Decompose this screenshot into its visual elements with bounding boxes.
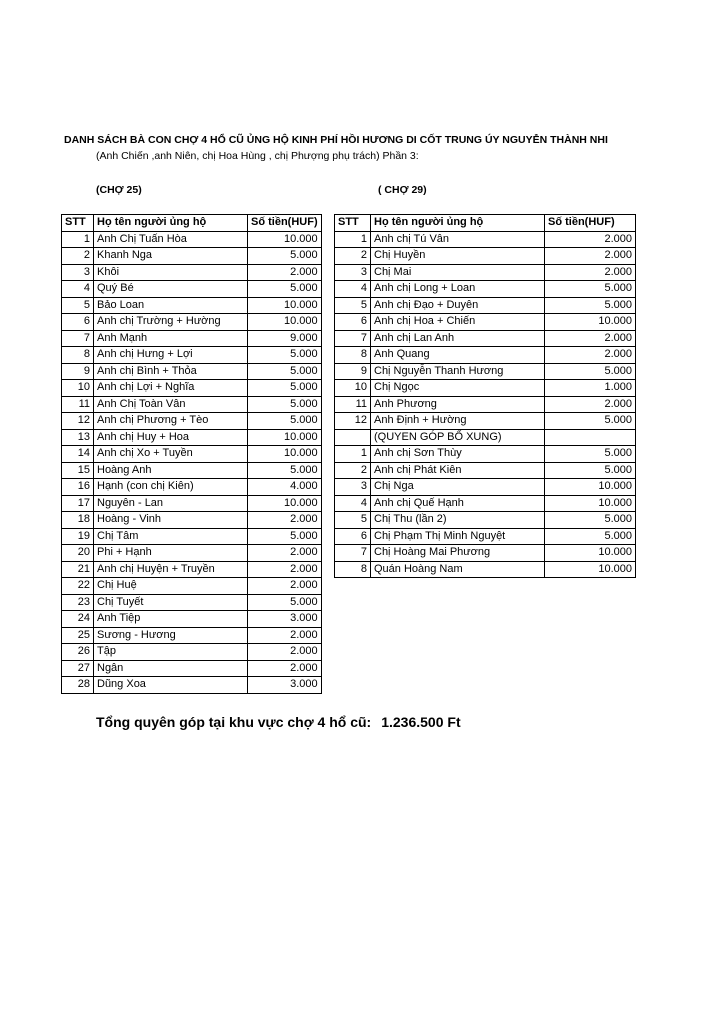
row-name: Anh Mạnh [94, 330, 248, 347]
document-title: DANH SÁCH BÀ CON CHỢ 4 HỔ CŨ ỦNG HỘ KINH PHÍ HỒI HƯƠNG DI CỐT TRUNG ÚY NGUYỄN THÀNH NHI [64, 134, 608, 146]
row-amount: 5.000 [248, 528, 322, 545]
row-name: Anh Chị Toàn Vân [94, 396, 248, 413]
row-name: Chị Nga [371, 479, 545, 496]
row-name: Anh Chị Tuấn Hòa [94, 231, 248, 248]
row-stt: 12 [62, 413, 94, 430]
row-name: Quán Hoàng Nam [371, 561, 545, 578]
table-row [62, 578, 322, 595]
row-name: Anh chị Hoa + Chiến [371, 314, 545, 331]
row-amount: 10.000 [545, 561, 636, 578]
row-stt: 7 [62, 330, 94, 347]
row-amount: 10.000 [248, 495, 322, 512]
row-name: Chị Mai [371, 264, 545, 281]
row-stt: 3 [335, 264, 371, 281]
table-row [62, 660, 322, 677]
row-stt: 1 [335, 446, 371, 463]
table-row [62, 627, 322, 644]
row-name: Bảo Loan [94, 297, 248, 314]
table-row [62, 462, 322, 479]
row-amount: 10.000 [248, 231, 322, 248]
table-row [62, 330, 322, 347]
right-market-heading: ( CHỢ 29) [378, 184, 427, 196]
total-value: 1.236.500 Ft [381, 714, 461, 730]
row-amount: 5.000 [248, 380, 322, 397]
table-header-row [62, 215, 322, 232]
row-name: Anh chị Long + Loan [371, 281, 545, 298]
row-amount: 5.000 [545, 446, 636, 463]
row-stt: 3 [335, 479, 371, 496]
table-row [335, 231, 636, 248]
row-amount: 2.000 [545, 231, 636, 248]
row-name: Anh chị Tú Vân [371, 231, 545, 248]
row-name: Anh Quang [371, 347, 545, 364]
row-stt: 24 [62, 611, 94, 628]
table-row [62, 396, 322, 413]
table-row [62, 281, 322, 298]
row-stt: 11 [62, 396, 94, 413]
row-name: Anh chị Huy + Hoa [94, 429, 248, 446]
row-amount: 2.000 [248, 561, 322, 578]
row-amount: 10.000 [545, 314, 636, 331]
row-amount: 5.000 [545, 281, 636, 298]
row-stt: 6 [335, 528, 371, 545]
row-amount: 5.000 [545, 297, 636, 314]
row-name: Anh chị Phương + Tèo [94, 413, 248, 430]
row-stt: 5 [62, 297, 94, 314]
row-amount: 2.000 [248, 627, 322, 644]
row-amount: 5.000 [545, 528, 636, 545]
table-row [62, 429, 322, 446]
row-name: Chị Nguyễn Thanh Hương [371, 363, 545, 380]
table-row [335, 380, 636, 397]
row-name: Anh chị Trường + Hường [94, 314, 248, 331]
row-name: Chị Tuyết [94, 594, 248, 611]
table-row [62, 347, 322, 364]
table-row [335, 248, 636, 265]
row-amount: 5.000 [248, 248, 322, 265]
row-amount: 5.000 [545, 512, 636, 529]
table-row [62, 528, 322, 545]
row-stt: 18 [62, 512, 94, 529]
table-row [62, 380, 322, 397]
row-name: Chị Huệ [94, 578, 248, 595]
row-stt: 5 [335, 297, 371, 314]
row-amount: 5.000 [248, 363, 322, 380]
left-donor-table [61, 214, 322, 694]
row-name: Tập [94, 644, 248, 661]
table-row [62, 512, 322, 529]
row-amount: 10.000 [545, 479, 636, 496]
total-label: Tổng quyên góp tại khu vực chợ 4 hổ cũ: [96, 714, 372, 730]
row-stt: 28 [62, 677, 94, 694]
row-stt: 9 [335, 363, 371, 380]
table-row [62, 446, 322, 463]
table-row [62, 677, 322, 694]
row-amount: 2.000 [545, 396, 636, 413]
table-row [335, 330, 636, 347]
row-stt: 3 [62, 264, 94, 281]
row-name: Anh chị Phát Kiên [371, 462, 545, 479]
row-stt: 4 [62, 281, 94, 298]
row-stt: 7 [335, 545, 371, 562]
row-stt: 1 [335, 231, 371, 248]
row-amount: 10.000 [248, 429, 322, 446]
table-row [62, 413, 322, 430]
table-row [335, 462, 636, 479]
row-stt: 25 [62, 627, 94, 644]
row-stt: 10 [335, 380, 371, 397]
row-stt: 10 [62, 380, 94, 397]
row-stt: 8 [62, 347, 94, 364]
row-amount: 9.000 [248, 330, 322, 347]
row-amount: 10.000 [248, 446, 322, 463]
row-amount: 2.000 [545, 330, 636, 347]
col-header-stt: STT [62, 215, 94, 232]
row-stt: 4 [335, 281, 371, 298]
total-summary [96, 714, 461, 730]
table-row [62, 363, 322, 380]
row-stt: 26 [62, 644, 94, 661]
row-stt: 23 [62, 594, 94, 611]
row-name: Anh Định + Hường [371, 413, 545, 430]
row-name: Khanh Nga [94, 248, 248, 265]
col-header-stt: STT [335, 215, 371, 232]
row-amount: 5.000 [545, 413, 636, 430]
row-amount: 10.000 [545, 495, 636, 512]
row-amount: 4.000 [248, 479, 322, 496]
row-name: Anh chị Xo + Tuyền [94, 446, 248, 463]
row-stt: 20 [62, 545, 94, 562]
row-stt: 6 [62, 314, 94, 331]
row-name: Chị Thu (lần 2) [371, 512, 545, 529]
row-stt [335, 429, 371, 446]
table-row [62, 314, 322, 331]
row-name: Chị Hoàng Mai Phương [371, 545, 545, 562]
row-name: Chị Ngọc [371, 380, 545, 397]
row-stt: 27 [62, 660, 94, 677]
row-name: Anh chị Hưng + Lợi [94, 347, 248, 364]
row-name: Phi + Hạnh [94, 545, 248, 562]
table-row [335, 363, 636, 380]
row-stt: 16 [62, 479, 94, 496]
table-row [62, 611, 322, 628]
row-amount: 2.000 [248, 660, 322, 677]
row-name: Nguyên - Lan [94, 495, 248, 512]
row-name: Anh chị Sơn Thùy [371, 446, 545, 463]
table-row [62, 594, 322, 611]
row-name: Hoàng - Vinh [94, 512, 248, 529]
row-name: Quý Bé [94, 281, 248, 298]
row-amount: 2.000 [248, 545, 322, 562]
row-amount: 5.000 [248, 413, 322, 430]
row-stt: 8 [335, 347, 371, 364]
table-row [335, 281, 636, 298]
table-row [335, 347, 636, 364]
row-stt: 1 [62, 231, 94, 248]
row-stt: 2 [335, 248, 371, 265]
document-subtitle: (Anh Chiến ,anh Niên, chị Hoa Hùng , chị Phượng phụ trách) Phần 3: [96, 150, 419, 162]
row-amount: 5.000 [248, 281, 322, 298]
table-row [335, 545, 636, 562]
row-name: Hạnh (con chị Kiên) [94, 479, 248, 496]
row-stt: 13 [62, 429, 94, 446]
row-stt: 4 [335, 495, 371, 512]
table-row [335, 429, 636, 446]
table-row [335, 297, 636, 314]
row-name: Anh chị Quế Hạnh [371, 495, 545, 512]
table-row [62, 644, 322, 661]
table-row [335, 479, 636, 496]
table-row [62, 495, 322, 512]
table-row [62, 545, 322, 562]
row-name: Anh Phương [371, 396, 545, 413]
row-amount: 2.000 [248, 512, 322, 529]
row-stt: 17 [62, 495, 94, 512]
row-amount: 1.000 [545, 380, 636, 397]
row-name: Anh chị Bình + Thỏa [94, 363, 248, 380]
row-amount: 5.000 [248, 347, 322, 364]
left-market-heading: (CHỢ 25) [96, 184, 142, 196]
table-row [335, 561, 636, 578]
row-stt: 7 [335, 330, 371, 347]
table-header-row [335, 215, 636, 232]
row-stt: 2 [335, 462, 371, 479]
row-stt: 12 [335, 413, 371, 430]
row-amount: 2.000 [545, 264, 636, 281]
table-row [335, 396, 636, 413]
row-stt: 8 [335, 561, 371, 578]
row-stt: 9 [62, 363, 94, 380]
table-row [335, 264, 636, 281]
row-name: Chị Tâm [94, 528, 248, 545]
row-name: Hoàng Anh [94, 462, 248, 479]
row-stt: 22 [62, 578, 94, 595]
row-amount: 5.000 [545, 462, 636, 479]
row-stt: 21 [62, 561, 94, 578]
row-amount: 5.000 [248, 594, 322, 611]
col-header-amount: Số tiền(HUF) [545, 215, 636, 232]
table-row [62, 479, 322, 496]
col-header-amount: Số tiền(HUF) [248, 215, 322, 232]
row-amount: 10.000 [248, 314, 322, 331]
table-row [62, 561, 322, 578]
row-amount: 3.000 [248, 677, 322, 694]
table-row [62, 264, 322, 281]
row-name: Anh chị Đạo + Duyên [371, 297, 545, 314]
row-name: Anh chị Lan Anh [371, 330, 545, 347]
right-donor-table [334, 214, 636, 578]
row-name: Khôi [94, 264, 248, 281]
row-amount: 10.000 [545, 545, 636, 562]
row-amount: 5.000 [248, 462, 322, 479]
row-stt: 19 [62, 528, 94, 545]
row-name: (QUYEN GÓP BỔ XUNG) [371, 429, 545, 446]
row-stt: 5 [335, 512, 371, 529]
col-header-name: Họ tên người ủng hộ [371, 215, 545, 232]
row-name: Anh chị Lợi + Nghĩa [94, 380, 248, 397]
row-stt: 15 [62, 462, 94, 479]
table-row [335, 314, 636, 331]
table-row [62, 248, 322, 265]
row-stt: 6 [335, 314, 371, 331]
row-amount: 2.000 [248, 264, 322, 281]
row-amount: 2.000 [248, 644, 322, 661]
row-amount [545, 429, 636, 446]
table-row [335, 495, 636, 512]
row-name: Anh Tiệp [94, 611, 248, 628]
row-amount: 5.000 [545, 363, 636, 380]
row-stt: 11 [335, 396, 371, 413]
table-row [62, 231, 322, 248]
row-amount: 5.000 [248, 396, 322, 413]
row-amount: 2.000 [545, 248, 636, 265]
row-name: Dũng Xoa [94, 677, 248, 694]
row-stt: 2 [62, 248, 94, 265]
table-row [62, 297, 322, 314]
col-header-name: Họ tên người ủng hộ [94, 215, 248, 232]
table-row [335, 512, 636, 529]
row-name: Anh chị Huyện + Truyền [94, 561, 248, 578]
row-name: Chị Huyền [371, 248, 545, 265]
row-name: Chị Phạm Thị Minh Nguyệt [371, 528, 545, 545]
row-name: Ngân [94, 660, 248, 677]
row-stt: 14 [62, 446, 94, 463]
row-amount: 3.000 [248, 611, 322, 628]
table-row [335, 528, 636, 545]
row-name: Sương - Hương [94, 627, 248, 644]
row-amount: 2.000 [545, 347, 636, 364]
table-row [335, 446, 636, 463]
row-amount: 10.000 [248, 297, 322, 314]
row-amount: 2.000 [248, 578, 322, 595]
table-row [335, 413, 636, 430]
